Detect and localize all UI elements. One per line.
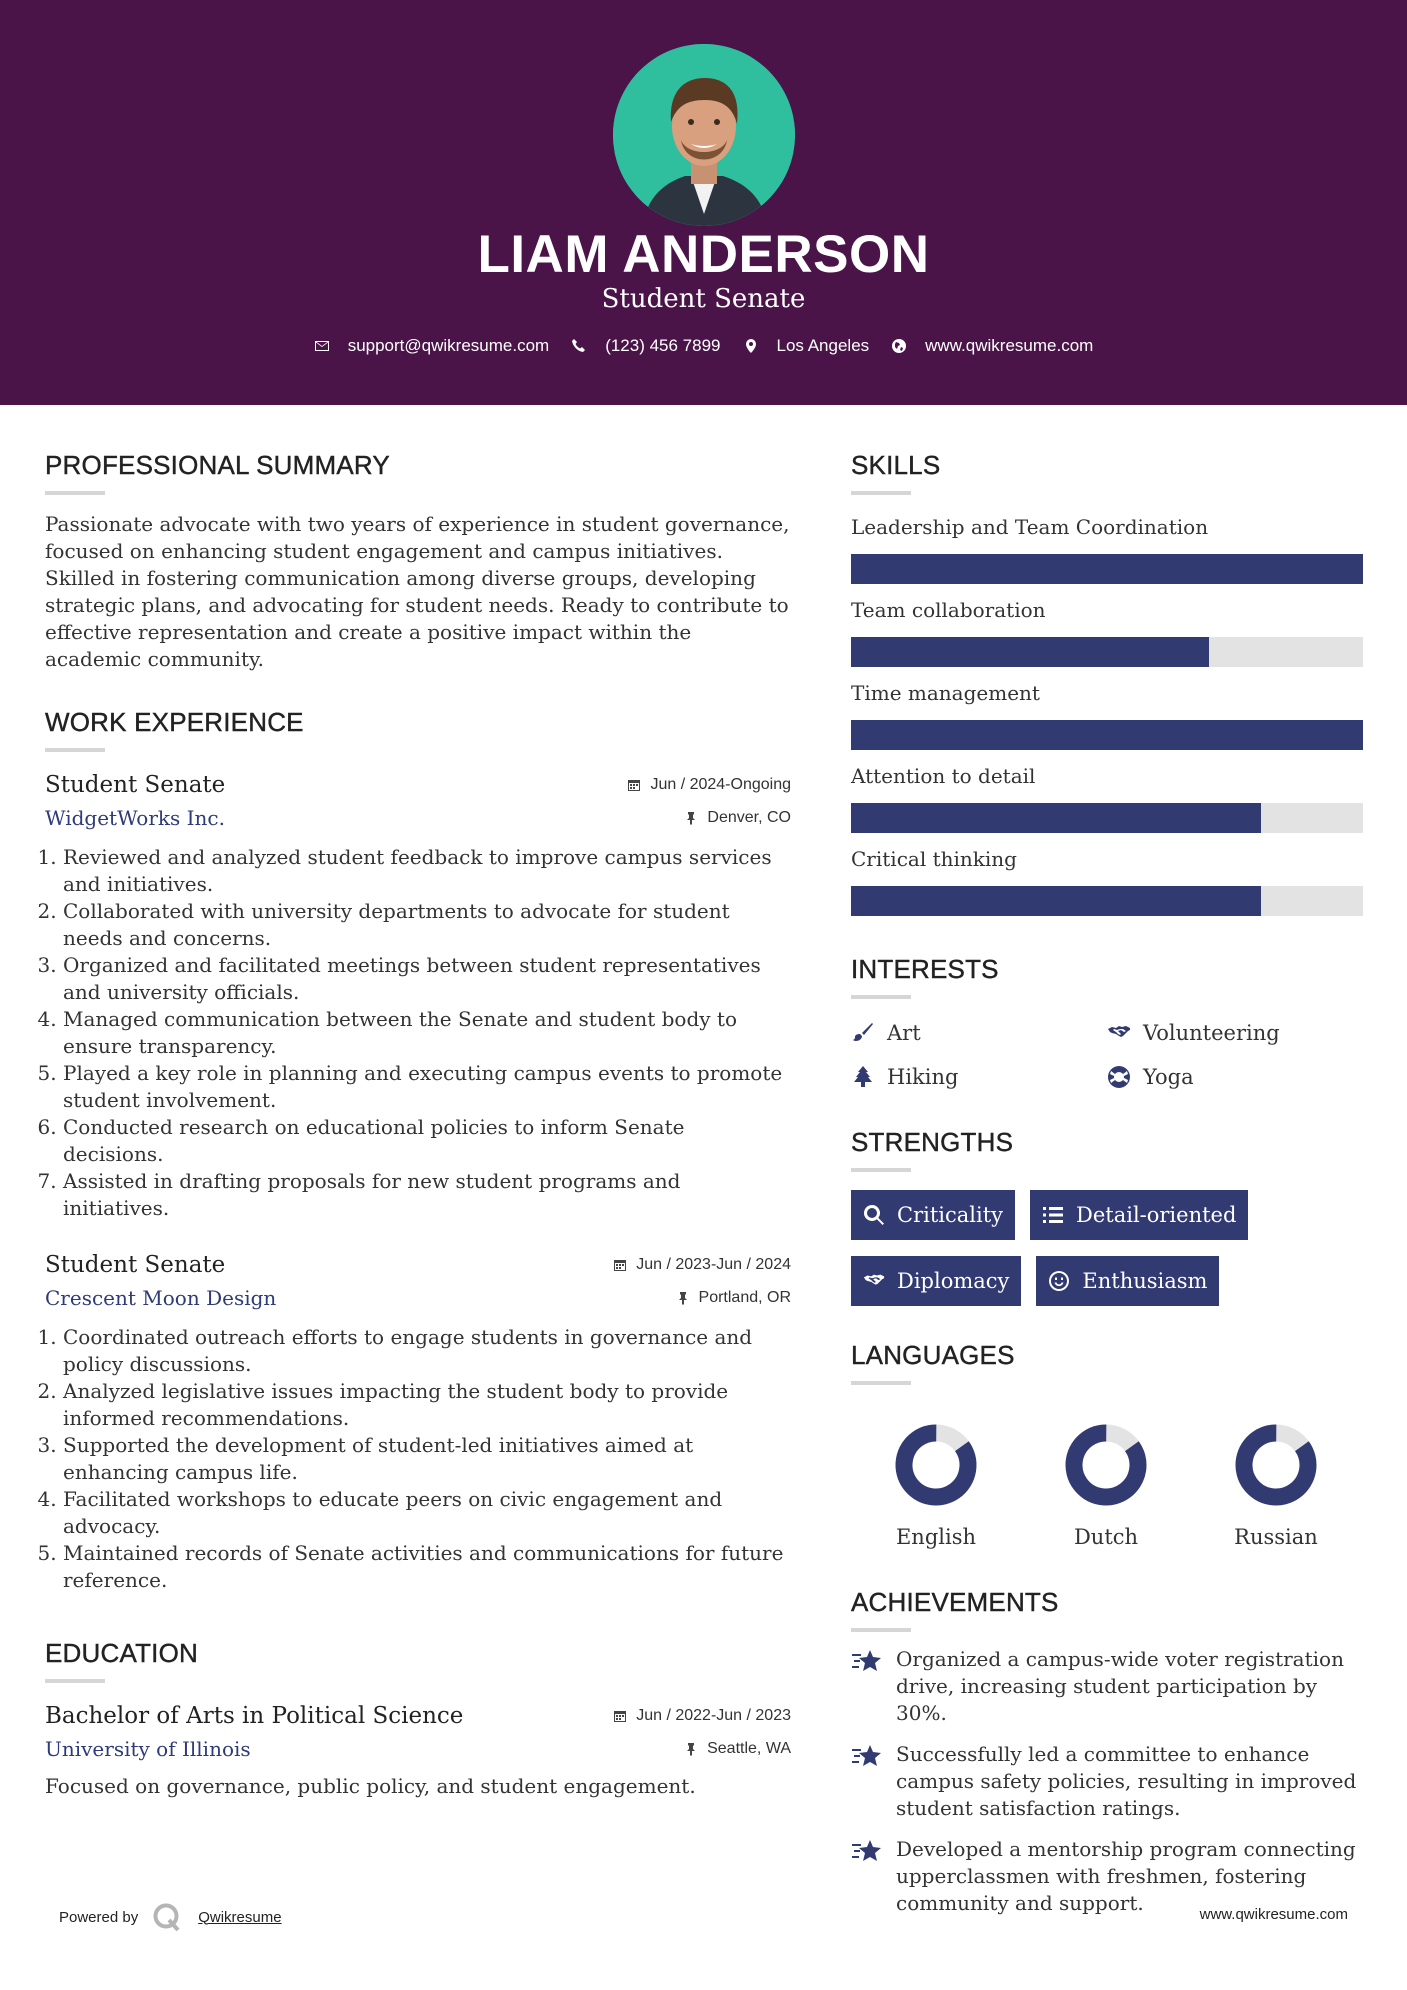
experience-section bbox=[45, 707, 791, 1594]
resume-header bbox=[0, 0, 1407, 405]
list-item: 5. Maintained records of Senate activities and communications for future reference. bbox=[63, 1540, 791, 1594]
handshake-icon bbox=[1107, 1021, 1131, 1045]
job-dates-text: Jun / 2024-Ongoing bbox=[650, 776, 791, 793]
full-name: LIAM ANDERSON bbox=[477, 225, 930, 284]
achievement-text: Organized a campus-wide voter registration drive, increasing student participation by 30%. bbox=[896, 1647, 1344, 1725]
list-item: 2. Collaborated with university departments to advocate for student needs and concerns. bbox=[63, 898, 791, 952]
list-item: 1. Coordinated outreach efforts to engage students in governance and policy discussions. bbox=[63, 1324, 791, 1378]
skill-bar-fill bbox=[851, 720, 1363, 750]
email-text: support@qwikresume.com bbox=[347, 336, 550, 355]
job-dates-text: Jun / 2023-Jun / 2024 bbox=[636, 1256, 791, 1273]
calendar-icon bbox=[613, 1258, 627, 1272]
summary-heading: PROFESSIONAL SUMMARY bbox=[45, 450, 390, 480]
list-item: 6. Conducted research on educational policies to inform Senate decisions. bbox=[63, 1114, 791, 1168]
qwikresume-logo-icon bbox=[152, 1902, 182, 1932]
skill-bar bbox=[851, 803, 1363, 833]
interest-item bbox=[1107, 1021, 1363, 1045]
smile-icon bbox=[1048, 1270, 1070, 1292]
interest-label: Volunteering bbox=[1143, 1021, 1280, 1045]
duty-list bbox=[45, 844, 791, 1222]
heading-rule bbox=[851, 1168, 911, 1172]
summary-section bbox=[45, 450, 791, 673]
strength-label: Diplomacy bbox=[897, 1269, 1010, 1293]
achievements-heading: ACHIEVEMENTS bbox=[851, 1587, 1059, 1617]
skills-section bbox=[851, 450, 1363, 916]
right-column bbox=[851, 450, 1363, 1917]
donut-fill bbox=[1232, 1421, 1320, 1509]
heading-rule bbox=[45, 1679, 105, 1683]
job-title: Student Senate bbox=[45, 772, 226, 798]
list-item: 5. Played a key role in planning and executing campus events to promote student involvement. bbox=[63, 1060, 791, 1114]
language-item bbox=[1021, 1421, 1191, 1549]
map-marker-icon bbox=[743, 338, 759, 354]
language-label: English bbox=[895, 1525, 977, 1549]
shooting-star-icon bbox=[851, 1648, 883, 1676]
language-donut bbox=[1232, 1421, 1320, 1509]
contact-bar bbox=[0, 336, 1407, 356]
contact-location bbox=[743, 336, 870, 356]
interests-grid bbox=[851, 1021, 1363, 1089]
pushpin-icon bbox=[684, 811, 698, 825]
donut-fill bbox=[892, 1421, 980, 1509]
education-location bbox=[684, 1740, 791, 1758]
interest-item bbox=[1107, 1065, 1363, 1089]
footer-powered-by bbox=[59, 1902, 282, 1932]
heading-rule bbox=[45, 748, 105, 752]
interest-label: Yoga bbox=[1143, 1065, 1194, 1089]
degree-title: Bachelor of Arts in Political Science bbox=[45, 1703, 464, 1729]
language-label: Russian bbox=[1234, 1525, 1318, 1549]
strength-label: Criticality bbox=[897, 1203, 1003, 1227]
summary-text: Passionate advocate with two years of experience in student governance, focused on enhancing student engagement and campus initiatives. Skilled in fostering communication among diverse groups, developing strategic plans, and advocating for student needs. Ready to contribute to effective representation and create a positive impact within the academic community. bbox=[45, 512, 790, 671]
job-location-text: Denver, CO bbox=[707, 809, 791, 826]
school-name: University of Illinois bbox=[45, 1737, 251, 1761]
strength-tag bbox=[1036, 1256, 1219, 1306]
achievement-item bbox=[851, 1836, 1363, 1917]
location-text: Los Angeles bbox=[776, 336, 870, 355]
heading-rule bbox=[45, 491, 105, 495]
company-name: WidgetWorks Inc. bbox=[45, 806, 225, 830]
skill-label: Team collaboration bbox=[851, 598, 1046, 622]
duty-list bbox=[45, 1324, 791, 1594]
strength-label: Enthusiasm bbox=[1082, 1269, 1208, 1293]
languages-section bbox=[851, 1340, 1363, 1549]
strength-tag bbox=[851, 1190, 1015, 1240]
phone-text: (123) 456 7899 bbox=[605, 336, 721, 355]
skill-bar-fill bbox=[851, 554, 1363, 584]
skills-heading: SKILLS bbox=[851, 450, 941, 480]
skill-bar bbox=[851, 637, 1363, 667]
skill-item bbox=[851, 847, 1363, 916]
contact-phone[interactable] bbox=[571, 336, 720, 356]
list-item: 7. Assisted in drafting proposals for new student programs and initiatives. bbox=[63, 1168, 791, 1222]
globe-icon bbox=[891, 338, 907, 354]
achievement-text: Developed a mentorship program connecting upperclassmen with freshmen, fostering community and support. bbox=[896, 1837, 1356, 1915]
job-location-text: Portland, OR bbox=[698, 1289, 791, 1306]
skill-label: Critical thinking bbox=[851, 847, 1017, 871]
job-dates bbox=[613, 1256, 791, 1274]
education-description: Focused on governance, public policy, and student engagement. bbox=[45, 1774, 696, 1798]
brand-link[interactable]: Qwikresume bbox=[198, 1908, 282, 1926]
strength-tag bbox=[851, 1256, 1021, 1306]
heading-rule bbox=[851, 995, 911, 999]
phone-icon bbox=[571, 338, 587, 354]
heading-rule bbox=[851, 1628, 911, 1632]
skills-list bbox=[851, 515, 1363, 916]
list-item: 4. Managed communication between the Senate and student body to ensure transparency. bbox=[63, 1006, 791, 1060]
skill-bar bbox=[851, 720, 1363, 750]
strength-label: Detail-oriented bbox=[1076, 1203, 1237, 1227]
footer-website[interactable]: www.qwikresume.com bbox=[1199, 1906, 1348, 1923]
interest-label: Art bbox=[887, 1021, 921, 1045]
achievements-section bbox=[851, 1587, 1363, 1917]
list-item: 3. Supported the development of student-led initiatives aimed at enhancing campus life. bbox=[63, 1432, 791, 1486]
achievement-item bbox=[851, 1741, 1363, 1822]
envelope-icon bbox=[314, 338, 330, 354]
pushpin-icon bbox=[676, 1291, 690, 1305]
strengths-heading: STRENGTHS bbox=[851, 1127, 1014, 1157]
skill-bar bbox=[851, 886, 1363, 916]
handshake-icon bbox=[863, 1270, 885, 1292]
shooting-star-icon bbox=[851, 1838, 883, 1866]
heading-rule bbox=[851, 1381, 911, 1385]
education-dates-text: Jun / 2022-Jun / 2023 bbox=[636, 1707, 791, 1724]
languages-heading: LANGUAGES bbox=[851, 1340, 1015, 1370]
strength-tag bbox=[1030, 1190, 1248, 1240]
language-donut bbox=[1062, 1421, 1150, 1509]
list-item: 4. Facilitated workshops to educate peers on civic engagement and advocacy. bbox=[63, 1486, 791, 1540]
skill-item bbox=[851, 598, 1363, 667]
skill-bar-fill bbox=[851, 637, 1209, 667]
heading-rule bbox=[851, 491, 911, 495]
search-icon bbox=[863, 1204, 885, 1226]
education-heading: EDUCATION bbox=[45, 1638, 198, 1668]
left-column bbox=[45, 450, 791, 1800]
skill-bar-fill bbox=[851, 886, 1261, 916]
skill-item bbox=[851, 515, 1363, 584]
skill-label: Leadership and Team Coordination bbox=[851, 515, 1209, 539]
job-location bbox=[676, 1289, 791, 1307]
interests-section bbox=[851, 954, 1363, 1089]
language-item bbox=[1191, 1421, 1361, 1549]
education-dates bbox=[613, 1707, 791, 1725]
donut-fill bbox=[1062, 1421, 1150, 1509]
list-icon bbox=[1042, 1204, 1064, 1226]
list-item: 2. Analyzed legislative issues impacting the student body to provide informed recommendations. bbox=[63, 1378, 791, 1432]
language-donut bbox=[892, 1421, 980, 1509]
achievement-item bbox=[851, 1646, 1363, 1727]
person-portrait-icon bbox=[613, 44, 795, 226]
interest-label: Hiking bbox=[887, 1065, 959, 1089]
job-location bbox=[684, 809, 791, 827]
pushpin-icon bbox=[684, 1742, 698, 1756]
interest-item bbox=[851, 1021, 1107, 1045]
skill-bar-fill bbox=[851, 803, 1261, 833]
tree-icon bbox=[851, 1065, 875, 1089]
calendar-icon bbox=[613, 1709, 627, 1723]
job-entry bbox=[45, 1252, 791, 1594]
list-item: 3. Organized and facilitated meetings between student representatives and university officials. bbox=[63, 952, 791, 1006]
education-location-text: Seattle, WA bbox=[707, 1740, 791, 1757]
experience-heading: WORK EXPERIENCE bbox=[45, 707, 304, 737]
skill-label: Attention to detail bbox=[851, 764, 1036, 788]
shooting-star-icon bbox=[851, 1743, 883, 1771]
website-text: www.qwikresume.com bbox=[925, 336, 1094, 355]
contact-email[interactable] bbox=[314, 336, 550, 356]
interests-heading: INTERESTS bbox=[851, 954, 999, 984]
skill-label: Time management bbox=[851, 681, 1040, 705]
profile-photo bbox=[613, 44, 795, 226]
skill-item bbox=[851, 764, 1363, 833]
strengths-section bbox=[851, 1127, 1363, 1322]
interest-item bbox=[851, 1065, 1107, 1089]
achievement-text: Successfully led a committee to enhance campus safety policies, resulting in improved student satisfaction ratings. bbox=[896, 1742, 1357, 1820]
language-item bbox=[851, 1421, 1021, 1549]
calendar-icon bbox=[627, 778, 641, 792]
skill-bar bbox=[851, 554, 1363, 584]
achievements-list bbox=[851, 1646, 1363, 1917]
lifering-icon bbox=[1107, 1065, 1131, 1089]
powered-by-text: Powered by bbox=[59, 1908, 139, 1926]
job-entry bbox=[45, 772, 791, 1222]
job-title: Student Senate bbox=[45, 1252, 226, 1278]
contact-website[interactable] bbox=[891, 336, 1093, 356]
strengths-tags bbox=[851, 1190, 1363, 1322]
job-dates bbox=[627, 776, 791, 794]
job-role: Student Senate bbox=[601, 284, 806, 314]
education-section bbox=[45, 1638, 791, 1800]
language-label: Dutch bbox=[1073, 1525, 1139, 1549]
list-item: 1. Reviewed and analyzed student feedback to improve campus services and initiatives. bbox=[63, 844, 791, 898]
company-name: Crescent Moon Design bbox=[45, 1286, 277, 1310]
languages-list bbox=[851, 1421, 1363, 1549]
skill-item bbox=[851, 681, 1363, 750]
brush-icon bbox=[851, 1021, 875, 1045]
